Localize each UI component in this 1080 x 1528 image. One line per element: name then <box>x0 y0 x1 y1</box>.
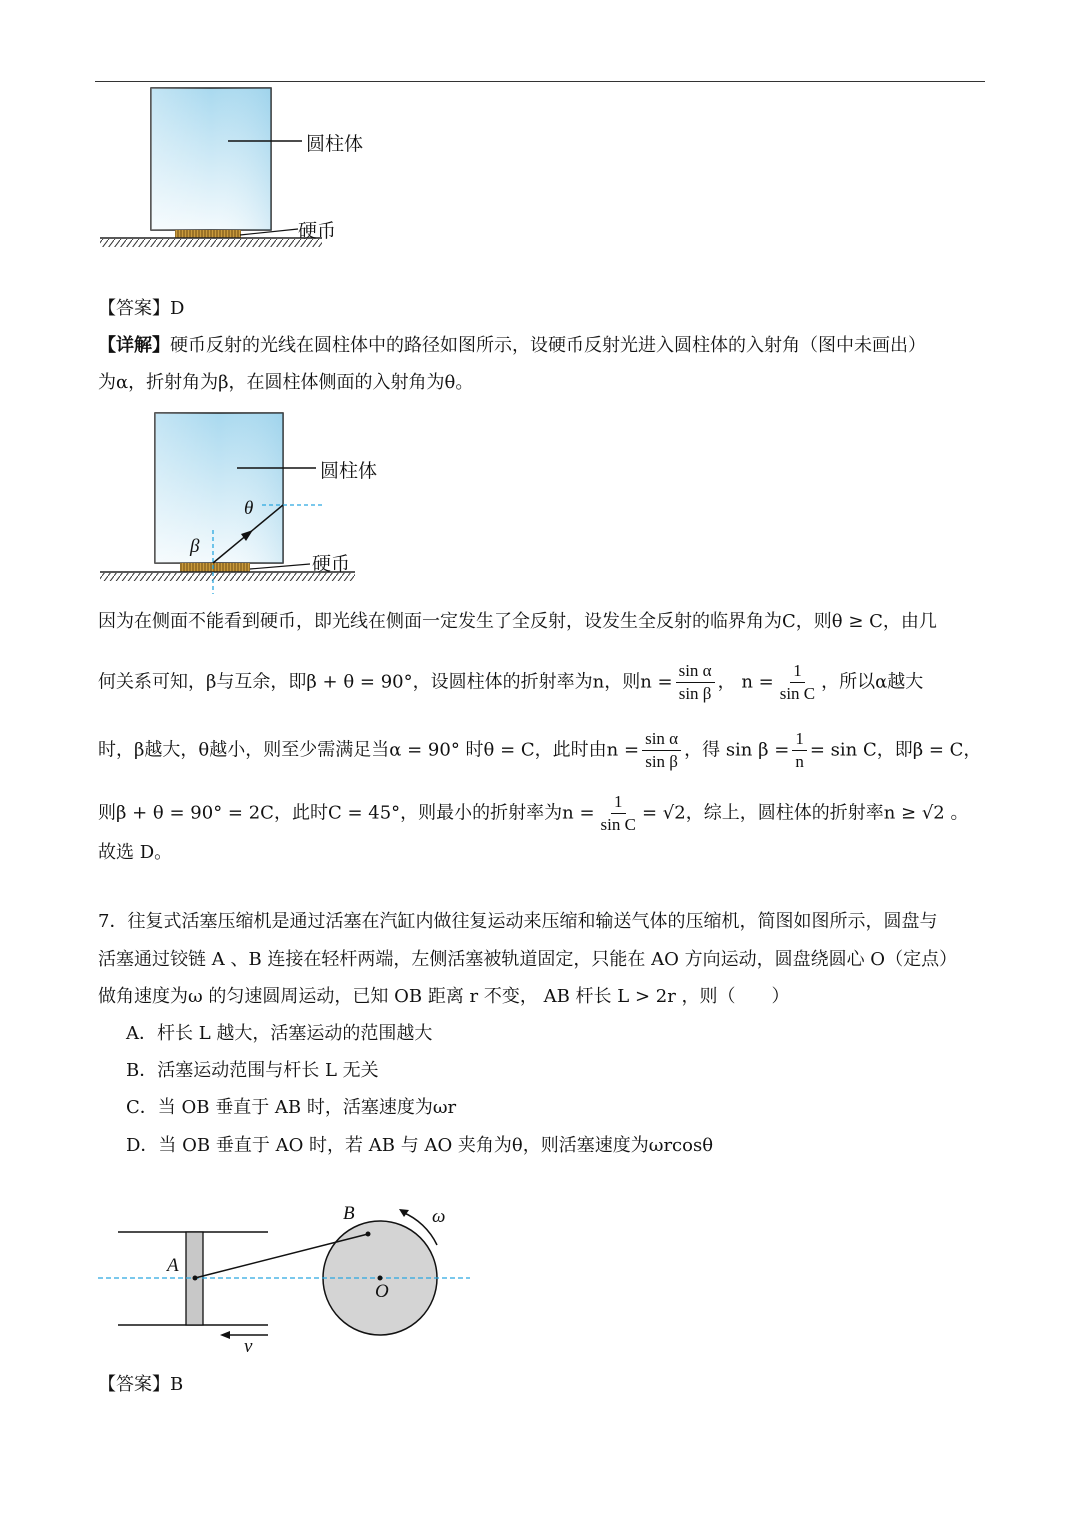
cylinder-label: 圆柱体 <box>306 133 364 155</box>
numerator: 1 <box>790 660 805 683</box>
numerator: 1 <box>611 791 626 814</box>
para-line-1: 因为在侧面不能看到硬币，即光线在侧面一定发生了全反射，设发生全反射的临界角为C，则θ ≥ C，由几 <box>98 611 937 632</box>
question-7-line-1: 7．往复式活塞压缩机是通过活塞在汽缸内做往复运动来压缩和输送气体的压缩机，简图如图所示，圆盘与 <box>98 911 938 932</box>
beta-label: β <box>190 536 200 557</box>
text: 何关系可知，β与互余，即β + θ = 90°，设圆柱体的折射率为n，则n = <box>98 671 673 693</box>
velocity-label: v <box>244 1336 253 1357</box>
point-b-label: B <box>343 1203 355 1224</box>
answer-line: 【答案】B <box>98 1374 184 1395</box>
text: 时，β越大，θ越小，则至少需满足当α = 90° 时θ = C，此时由n = <box>98 739 640 761</box>
para-line-3 <box>98 728 981 773</box>
coin-label: 硬币 <box>312 553 351 575</box>
fraction <box>676 660 715 705</box>
coin <box>180 563 250 572</box>
point-o-label: O <box>375 1281 389 1302</box>
denominator: n <box>795 752 804 771</box>
para-line-2 <box>98 660 923 705</box>
para-line-4 <box>98 791 968 836</box>
detail-line-2: 为α，折射角为β，在圆柱体侧面的入射角为θ。 <box>98 372 474 393</box>
coin-label: 硬币 <box>298 220 337 242</box>
denominator: sin β <box>645 752 678 771</box>
text: = √2，综上，圆柱体的折射率n ≥ √2 。 <box>641 802 969 824</box>
para-line-5: 故选 D。 <box>98 842 173 863</box>
option-d: D．当 OB 垂直于 AO 时，若 AB 与 AO 夹角为θ，则活塞速度为ωrcosθ <box>126 1135 714 1156</box>
option-a: A．杆长 L 越大，活塞运动的范围越大 <box>126 1023 433 1044</box>
numerator: sin α <box>642 728 681 751</box>
text: = sin C，即β = C， <box>809 739 982 761</box>
fraction <box>598 791 639 836</box>
text: 则β + θ = 90° = 2C，此时C = 45°，则最小的折射率为n = <box>98 802 595 824</box>
option-b: B．活塞运动范围与杆长 L 无关 <box>126 1060 379 1081</box>
text: ，得 sin β = <box>684 739 790 761</box>
omega-label: ω <box>432 1206 446 1227</box>
denominator: sin C <box>779 684 816 703</box>
text: ， n = <box>717 671 774 693</box>
detail-line-1 <box>98 334 926 358</box>
cylinder-label: 圆柱体 <box>320 460 378 482</box>
question-7-line-3: 做角速度为ω 的匀速圆周运动，已知 OB 距离 r 不变， AB 杆长 L > 2r ，则（ ） <box>98 986 790 1007</box>
detail-text: 硬币反射的光线在圆柱体中的路径如图所示，设硬币反射光进入圆柱体的入射角（图中未画出） <box>170 335 926 356</box>
denominator: sin β <box>678 684 712 703</box>
fraction <box>792 728 807 773</box>
question-7-line-2: 活塞通过铰链 A 、B 连接在轻杆两端，左侧活塞被轨道固定，只能在 AO 方向运动，圆盘绕圆心 O（定点） <box>98 949 958 970</box>
point-a-label: A <box>167 1255 179 1276</box>
theta-label: θ <box>244 498 254 519</box>
answer-line: 【答案】D <box>98 298 185 319</box>
denominator: sin C <box>600 815 636 834</box>
detail-label: 【详解】 <box>98 335 170 356</box>
option-c: C．当 OB 垂直于 AB 时，活塞速度为ωr <box>126 1097 457 1118</box>
fraction <box>777 660 818 705</box>
text: ，所以α越大 <box>821 671 924 693</box>
numerator: 1 <box>792 728 807 751</box>
numerator: sin α <box>676 660 715 683</box>
fraction <box>642 728 681 773</box>
coin <box>175 230 241 238</box>
